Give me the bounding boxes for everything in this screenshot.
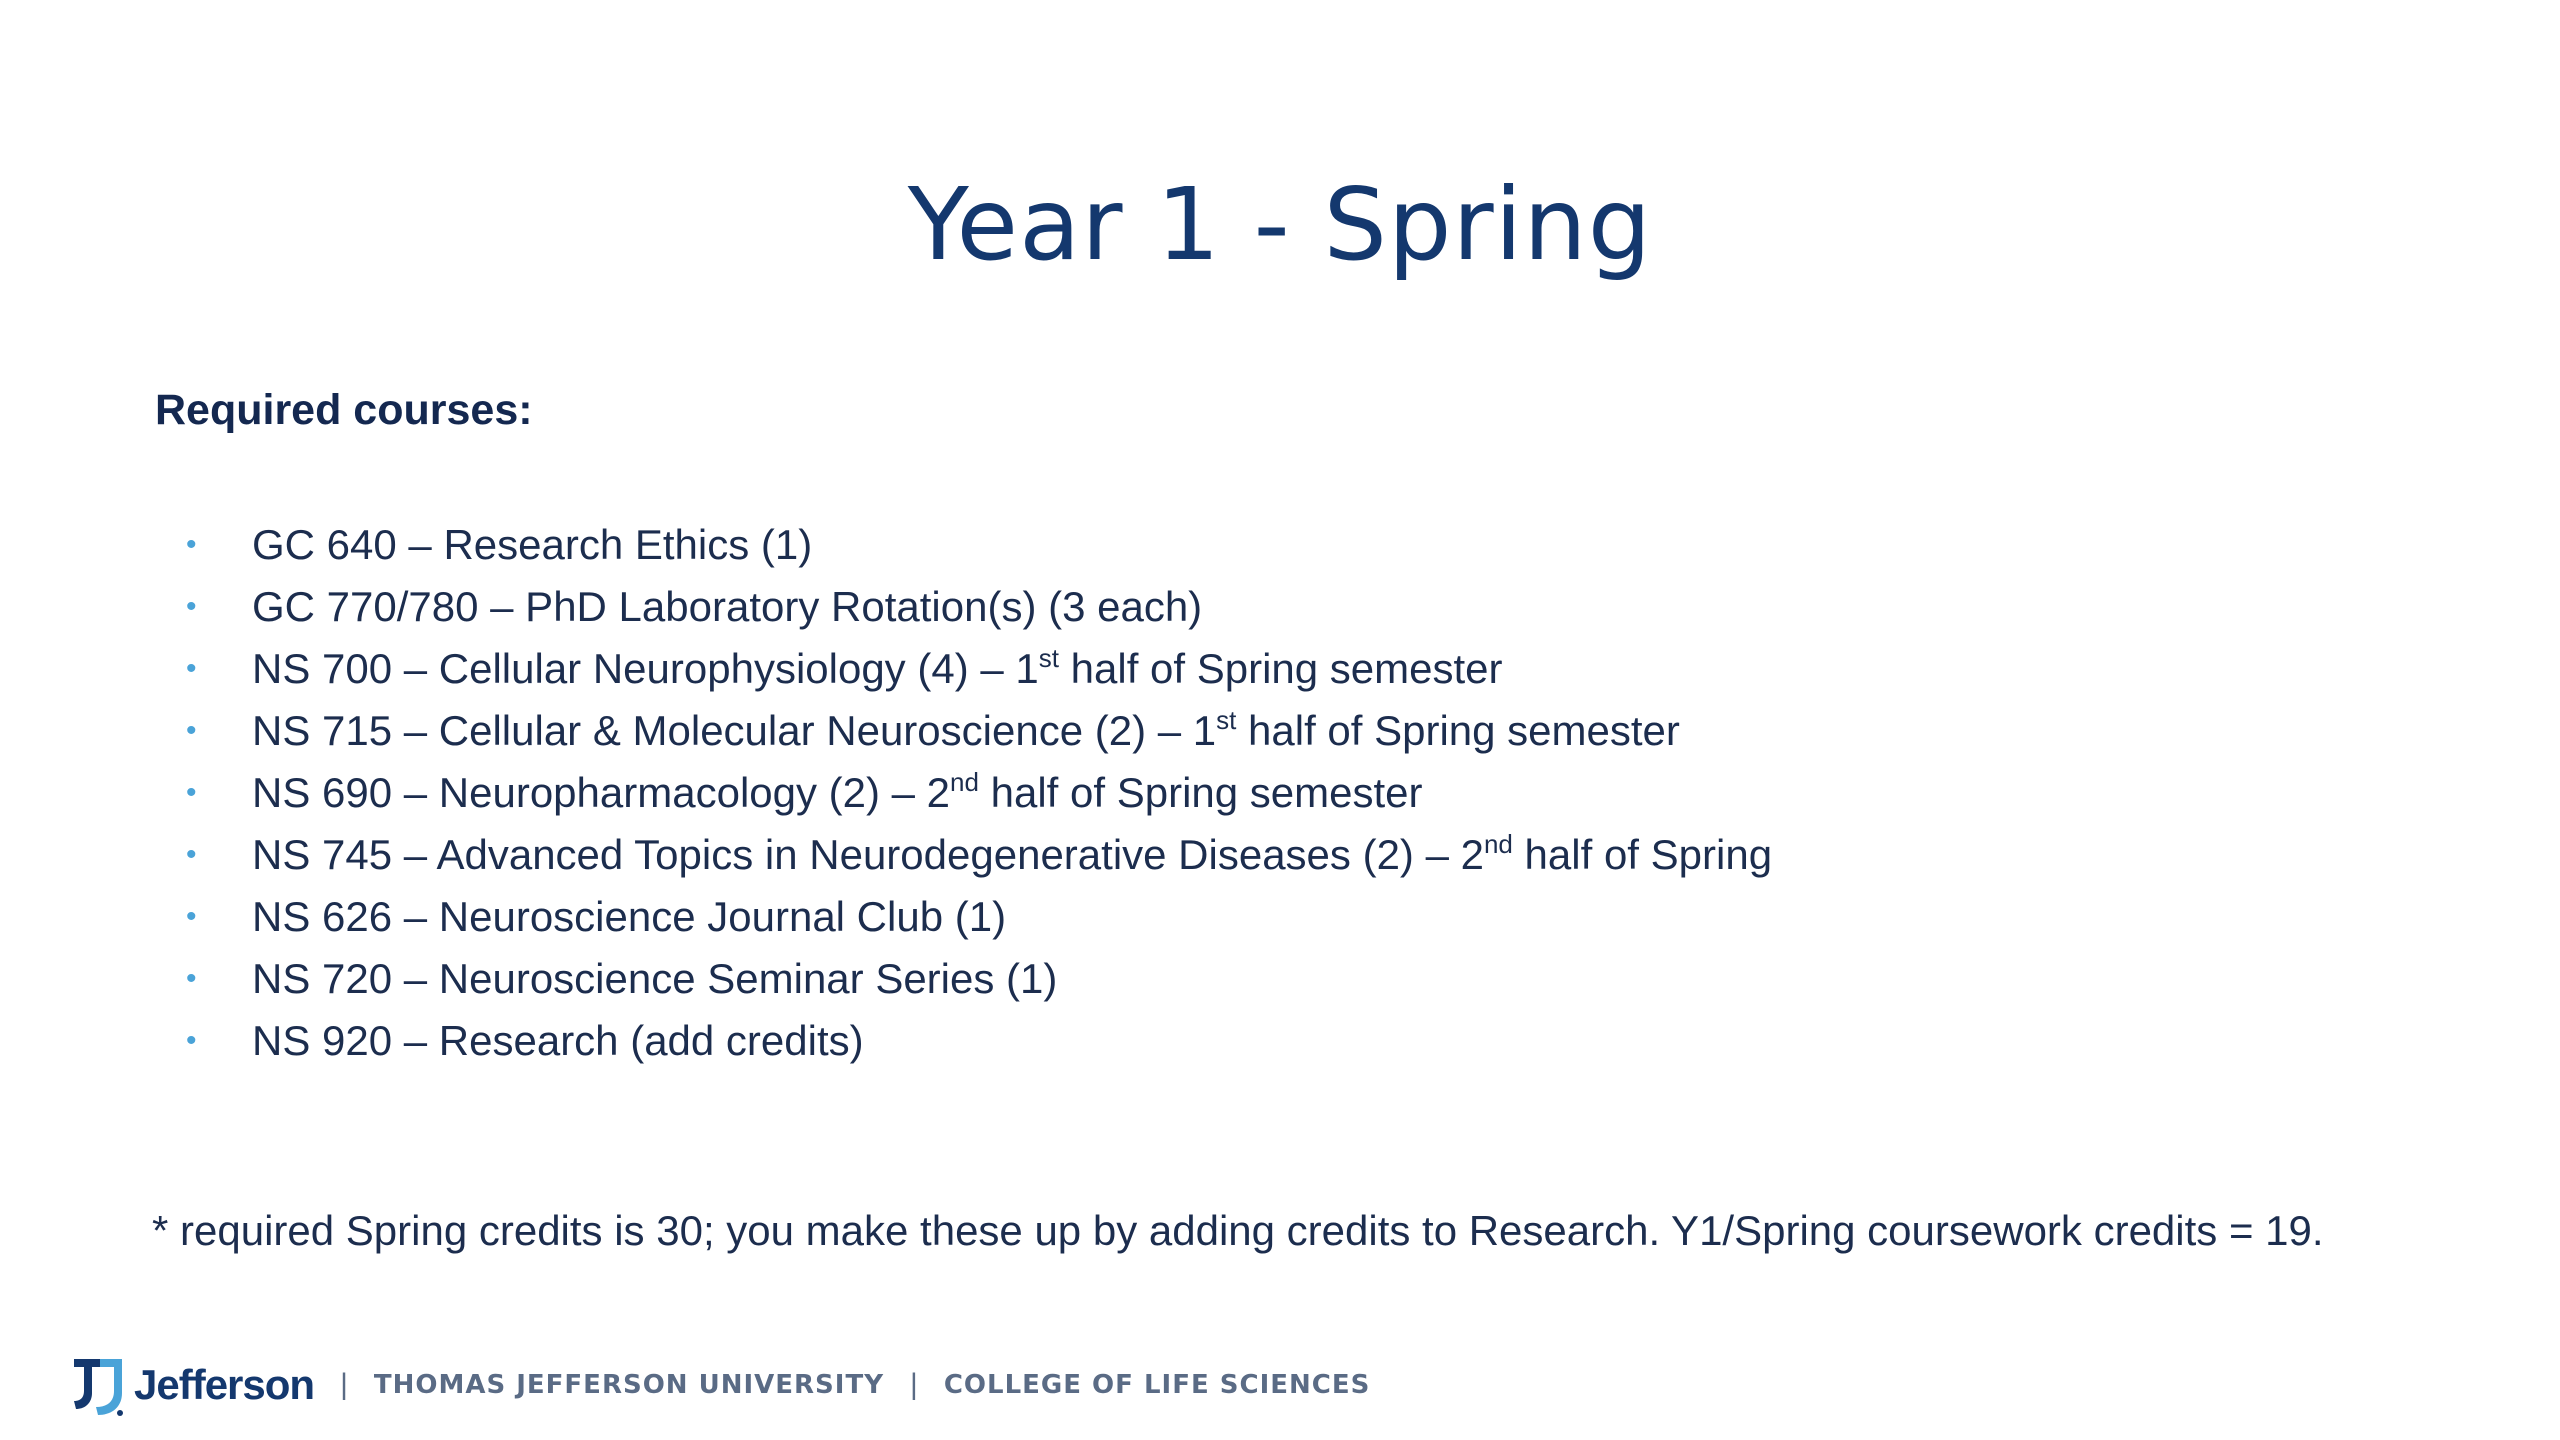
bullet-icon: • [186,776,197,809]
course-label: NS 626 – Neuroscience Journal Club (1) [252,893,1007,940]
ordinal-suffix: nd [1483,829,1513,859]
course-term-note: half of Spring semester [978,769,1423,816]
list-item [180,886,2380,948]
course-label: NS 690 – Neuropharmacology (2) – 2 [252,769,951,816]
course-text [252,638,1503,700]
course-label: NS 745 – Advanced Topics in Neurodegenerative Diseases (2) – 2 [252,831,1484,878]
logo-wordmark: Jefferson [134,1361,315,1408]
course-term-note: half of Spring [1512,831,1773,878]
bullet-icon: • [186,838,197,871]
course-label: NS 715 – Cellular & Molecular Neuroscience (2) – 1 [252,707,1217,754]
footer [70,1352,1370,1418]
jefferson-logo-icon [70,1353,126,1417]
course-text [252,576,1202,638]
course-term-note: half of Spring semester [1058,645,1503,692]
ordinal-suffix: st [1038,643,1059,673]
list-item [180,762,2380,824]
footer-separator: | [910,1368,918,1401]
list-item [180,1010,2380,1072]
credits-footnote: * required Spring credits is 30; you make these up by adding credits to Research. Y1/Spring coursework credits = 19. [152,1207,2324,1254]
course-text [252,824,1772,886]
course-text [252,948,1057,1010]
course-label: NS 920 – Research (add credits) [252,1017,864,1064]
college-name: COLLEGE OF LIFE SCIENCES [943,1370,1371,1400]
bullet-icon: • [186,714,197,747]
list-item [180,948,2380,1010]
course-label: GC 770/780 – PhD Laboratory Rotation(s) (3 each) [252,583,1203,630]
list-item [180,700,2380,762]
list-item [180,824,2380,886]
course-text [252,1010,864,1072]
university-name: THOMAS JEFFERSON UNIVERSITY [373,1370,885,1400]
footer-separator: | [340,1368,348,1401]
ordinal-suffix: nd [950,767,979,797]
slide-title: Year 1 - Spring [907,166,1653,283]
bullet-icon: • [186,528,197,561]
bullet-icon: • [186,590,197,623]
ordinal-suffix: st [1216,705,1237,735]
course-label: GC 640 – Research Ethics (1) [252,521,813,568]
course-text [252,514,812,576]
list-item [180,576,2380,638]
bullet-icon: • [186,1024,197,1057]
list-item [180,638,2380,700]
course-text [252,886,1006,948]
bullet-icon: • [186,652,197,685]
course-term-note: half of Spring semester [1236,707,1680,754]
section-heading: Required courses: [155,386,533,434]
course-text [252,700,1680,762]
bullet-icon: • [186,900,197,933]
course-label: NS 720 – Neuroscience Seminar Series (1) [252,955,1058,1002]
course-list [180,514,2380,1072]
course-label: NS 700 – Cellular Neurophysiology (4) – 1 [252,645,1039,692]
bullet-icon: • [186,962,197,995]
course-text [252,762,1423,824]
list-item [180,514,2380,576]
